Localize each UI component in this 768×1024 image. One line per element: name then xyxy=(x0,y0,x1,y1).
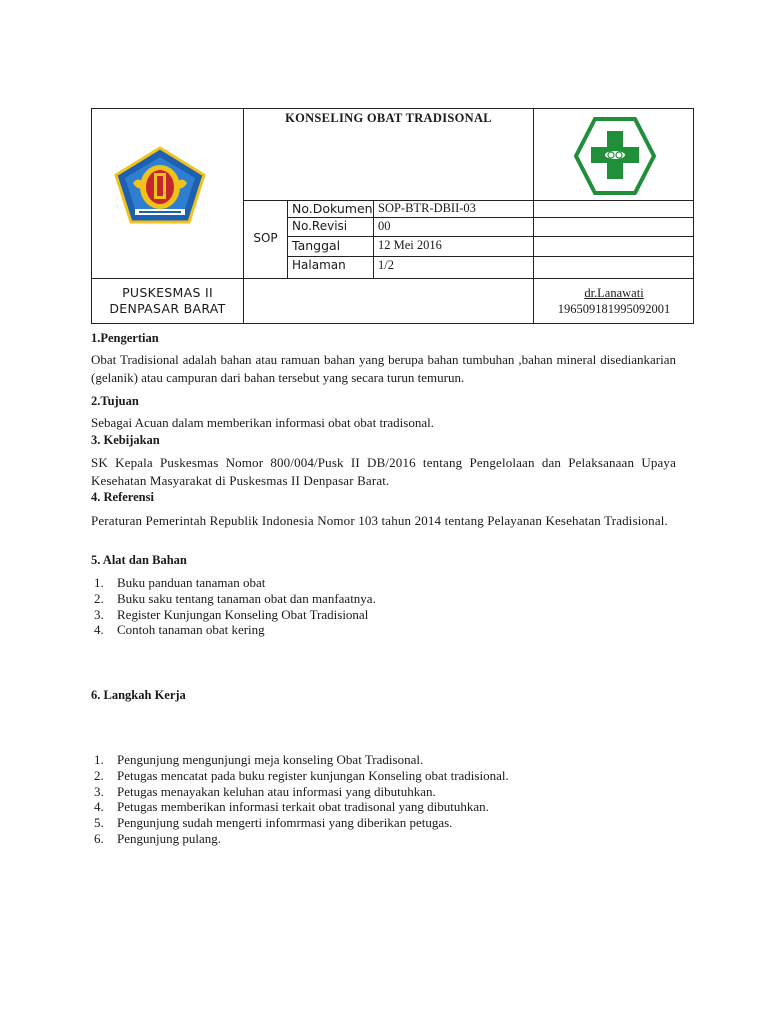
list-item xyxy=(91,784,509,800)
list-number: 4. xyxy=(94,799,104,815)
institution-line-2: DENPASAR BARAT xyxy=(109,301,226,316)
list-item xyxy=(91,607,376,623)
page-value: 1/2 xyxy=(378,258,394,272)
list-number: 5. xyxy=(94,815,104,831)
doc-number-value: SOP-BTR-DBII-03 xyxy=(378,201,476,215)
list-number: 1. xyxy=(94,752,104,767)
list-text: Pengunjung sudah mengerti infomrmasi yang diberikan petugas. xyxy=(117,815,453,831)
list-text: Contoh tanaman obat kering xyxy=(117,622,265,638)
institution-name xyxy=(92,285,243,317)
list-number: 2. xyxy=(94,767,104,783)
list-item xyxy=(91,575,376,591)
paragraph-referensi: Peraturan Pemerintah Republik Indonesia Nomor 103 tahun 2014 tentang Pelayanan Kesehatan Tradisional. xyxy=(91,513,668,528)
list-item xyxy=(91,768,509,784)
paragraph-pengertian: Obat Tradisional adalah bahan atau ramuan bahan yang berupa bahan tumbuhan ,bahan mineral disediankarian (gelanik) atau campuran dari bahan tersebut yang secara turun temurun. xyxy=(91,352,676,385)
revision-label: No.Revisi xyxy=(292,219,348,233)
heading-kebijakan: 3. Kebijakan xyxy=(91,433,160,447)
list-item xyxy=(91,591,376,607)
signature-block xyxy=(534,285,694,317)
list-text: Buku saku tentang tanaman obat dan manfaatnya. xyxy=(117,590,376,606)
list-text: Buku panduan tanaman obat xyxy=(117,575,266,590)
date-value: 12 Mei 2016 xyxy=(378,238,442,252)
document-title: KONSELING OBAT TRADISONAL xyxy=(285,111,492,125)
list-item xyxy=(91,799,509,815)
revision-value: 00 xyxy=(378,219,391,233)
doc-number-label: No.Dokumen xyxy=(292,201,373,216)
list-number: 4. xyxy=(94,622,104,638)
table-divider xyxy=(373,200,374,278)
heading-langkah-kerja: 6. Langkah Kerja xyxy=(91,688,186,702)
list-number: 1. xyxy=(94,575,104,590)
signer-name: dr.Lanawati xyxy=(584,286,644,300)
heading-referensi: 4. Referensi xyxy=(91,490,154,504)
list-text: Pengunjung pulang. xyxy=(117,830,221,846)
table-divider xyxy=(287,217,694,218)
heading-pengertian: 1.Pengertian xyxy=(91,331,159,345)
list-text: Petugas memberikan informasi terkait obat tradisonal yang dibutuhkan. xyxy=(117,799,489,815)
table-divider xyxy=(287,236,694,237)
list-number: 6. xyxy=(94,830,104,846)
table-divider xyxy=(287,200,288,278)
list-number: 3. xyxy=(94,783,104,799)
heading-tujuan: 2.Tujuan xyxy=(91,394,139,408)
table-divider xyxy=(92,278,694,279)
list-text: Petugas mencatat pada buku register kunjungan Konseling obat tradisional. xyxy=(117,767,509,783)
table-divider xyxy=(287,256,694,257)
paragraph-tujuan: Sebagai Acuan dalam memberikan informasi obat obat tradisonal. xyxy=(91,415,434,430)
page-label: Halaman xyxy=(292,258,346,272)
list-item xyxy=(91,752,509,768)
list-number: 3. xyxy=(94,606,104,622)
denpasar-emblem-icon xyxy=(113,145,207,225)
sop-label: SOP xyxy=(253,231,278,245)
paragraph-kebijakan: SK Kepala Puskesmas Nomor 800/004/Pusk II DB/2016 tentang Pengelolaan dan Pelaksanaan Upaya Kesehatan Masyarakat di Puskesmas II Denpasar Barat. xyxy=(91,455,676,488)
list-text: Pengunjung mengunjungi meja konseling Obat Tradisonal. xyxy=(117,752,424,767)
list-langkah-kerja xyxy=(91,752,509,847)
list-item xyxy=(91,815,509,831)
institution-line-1: PUSKESMAS II xyxy=(122,285,213,300)
table-divider xyxy=(243,109,244,324)
list-text: Petugas menayakan keluhan atau informasi yang dibutuhkan. xyxy=(117,783,436,799)
list-item xyxy=(91,622,376,638)
list-text: Register Kunjungan Konseling Obat Tradisional xyxy=(117,606,369,622)
list-item xyxy=(91,831,509,847)
signer-nip: 196509181995092001 xyxy=(557,302,671,316)
heading-alat-bahan: 5. Alat dan Bahan xyxy=(91,553,187,567)
list-alat-bahan xyxy=(91,575,376,638)
list-number: 2. xyxy=(94,590,104,606)
puskesmas-logo-icon xyxy=(574,117,656,195)
date-label: Tanggal xyxy=(292,238,341,253)
